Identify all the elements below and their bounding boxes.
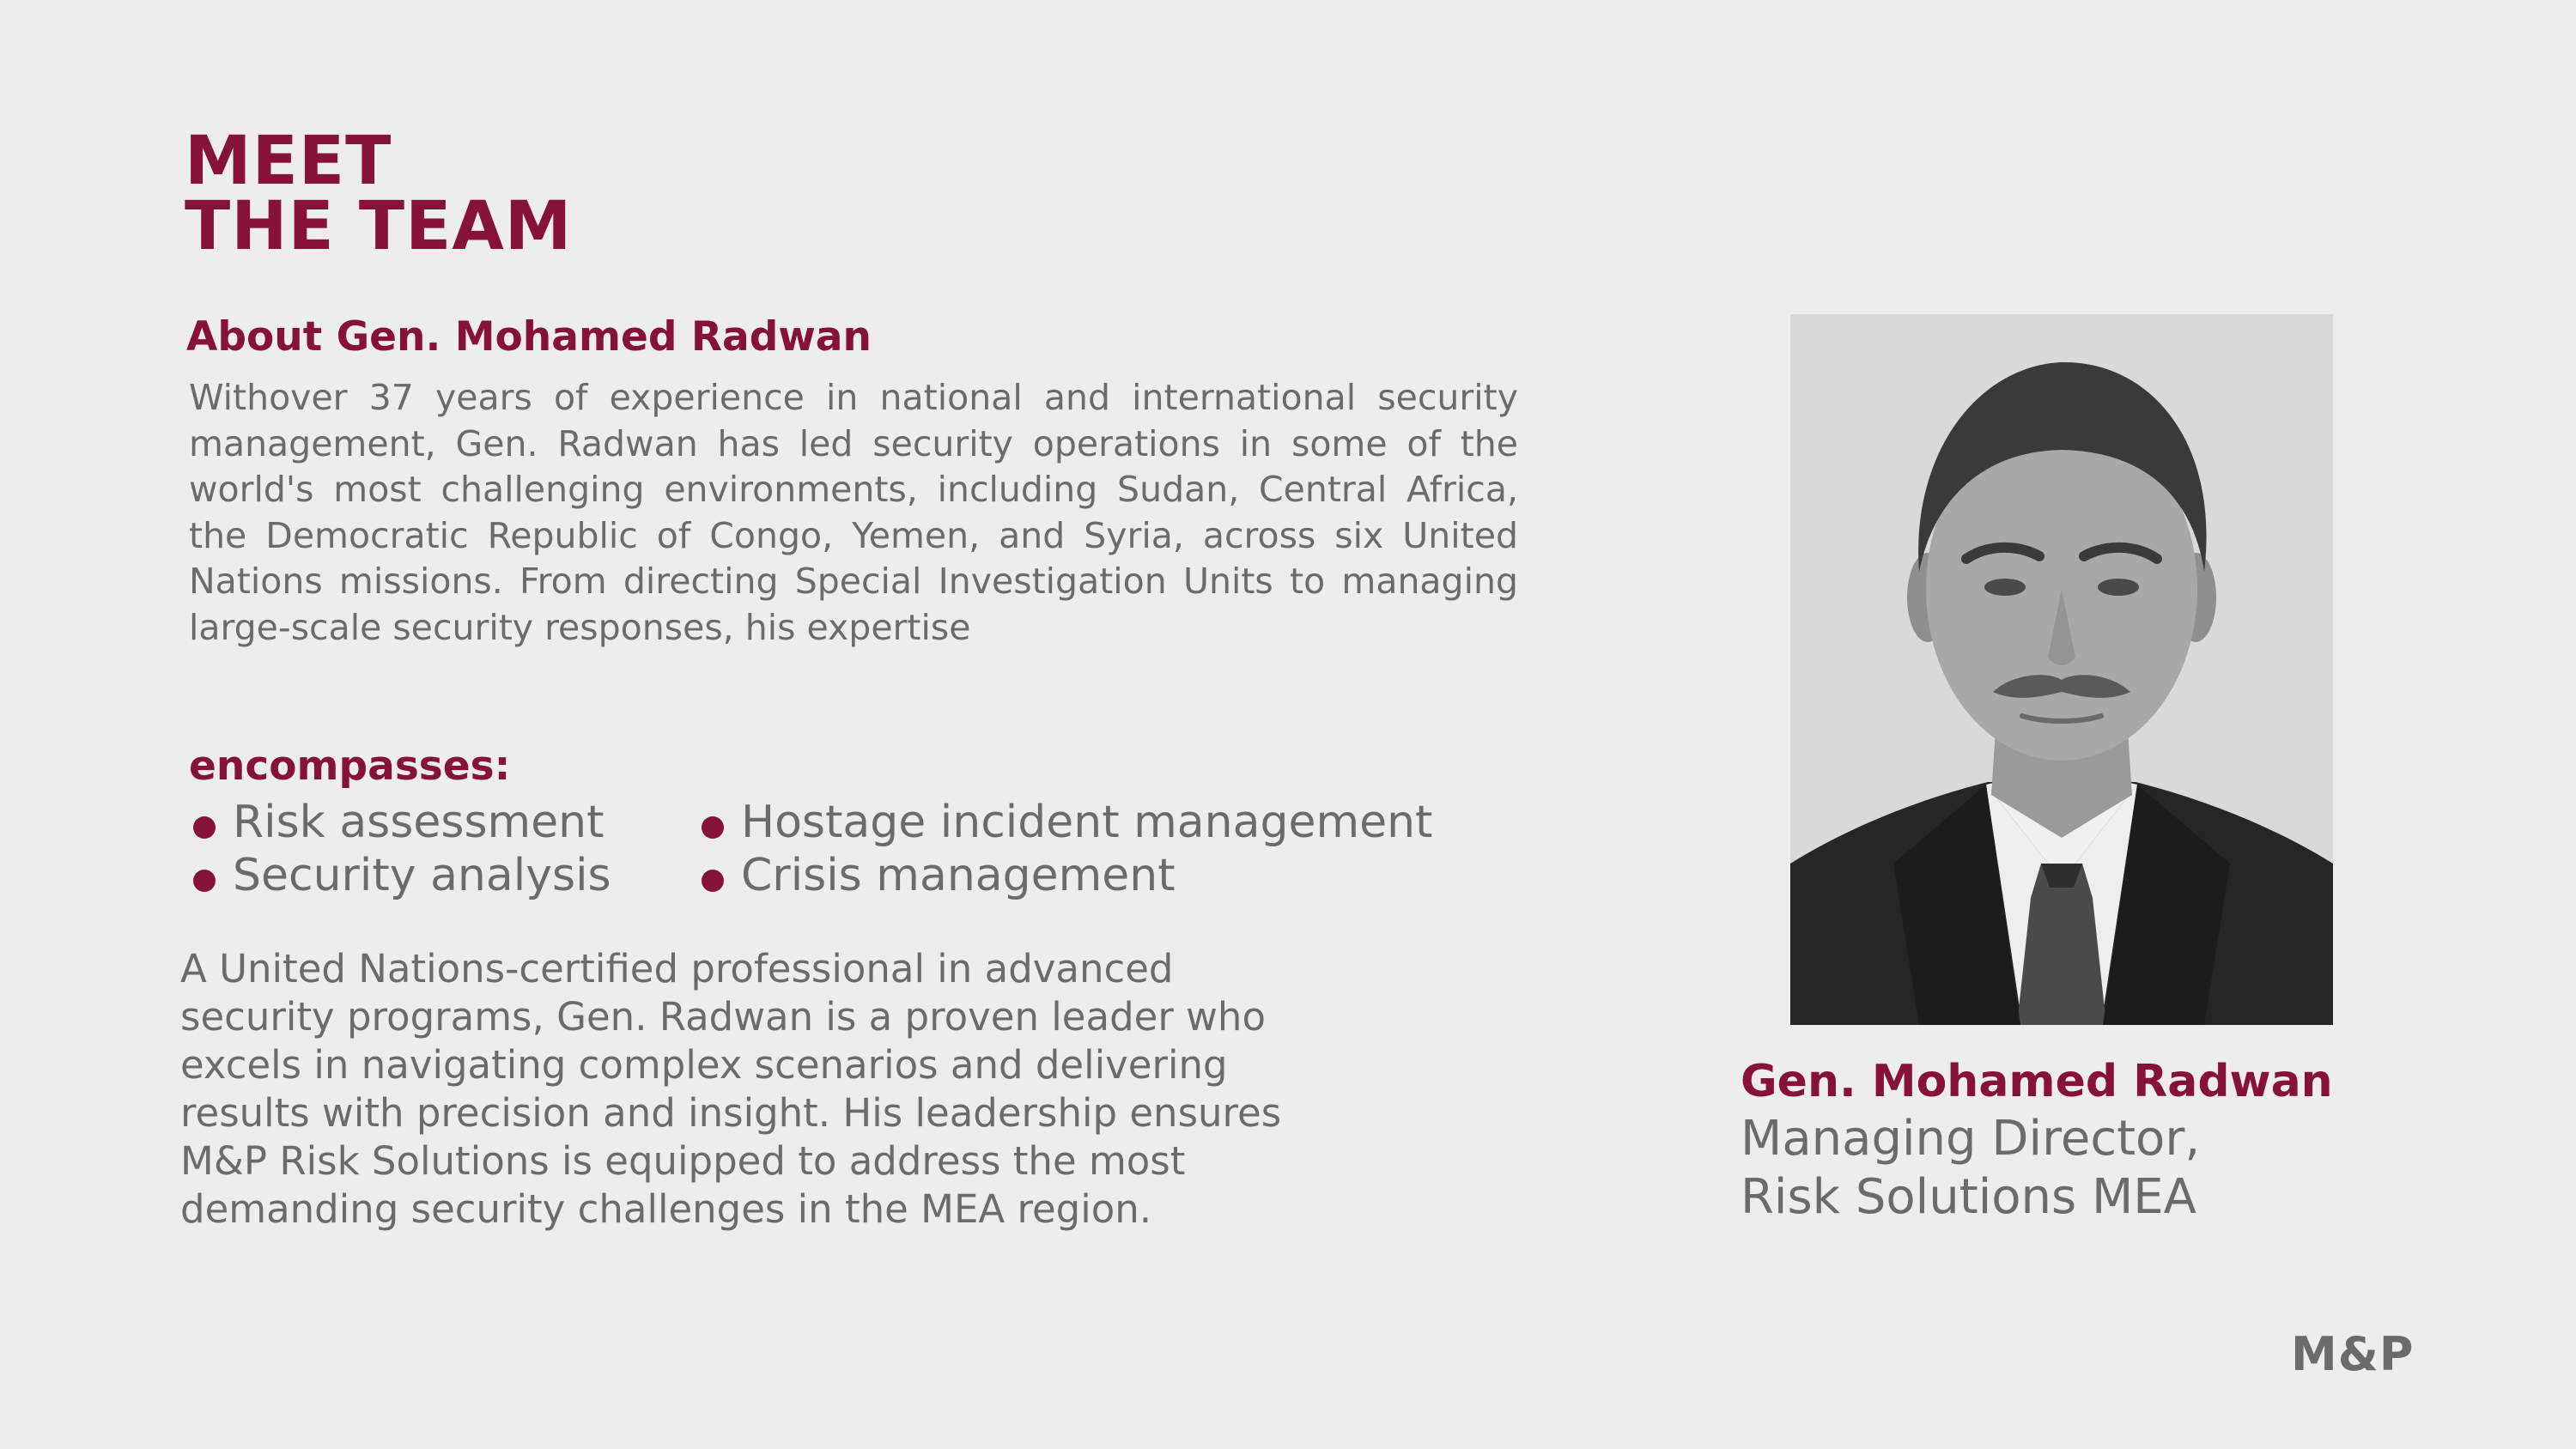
profile-name: Gen. Mohamed Radwan bbox=[1741, 1056, 2333, 1107]
bullet-dot-icon bbox=[702, 816, 724, 839]
profile-photo bbox=[1790, 314, 2333, 1025]
summary-line: excels in navigating complex scenarios and delivering bbox=[180, 1042, 1228, 1088]
bullet-dot-icon bbox=[702, 870, 724, 892]
about-heading: About Gen. Mohamed Radwan bbox=[186, 313, 872, 361]
expertise-list bbox=[193, 795, 1533, 906]
portrait-illustration bbox=[1790, 314, 2333, 1025]
expertise-item-label: Security analysis bbox=[233, 850, 611, 901]
expertise-item bbox=[702, 795, 1432, 850]
summary-line: results with precision and insight. His leadership ensures bbox=[180, 1090, 1282, 1136]
expertise-item-label: Risk assessment bbox=[233, 797, 605, 848]
page-title bbox=[185, 123, 573, 265]
summary-line: A United Nations-certified professional in advanced bbox=[180, 946, 1174, 991]
bullet-dot-icon bbox=[193, 870, 216, 892]
expertise-item bbox=[193, 795, 605, 850]
bio-paragraph: Withover 37 years of experience in national and international security management, Gen. Radwan has led security operations in some of the world's most challenging environments, including Sudan, Central Africa, the Democratic Republic of Congo, Yemen, and Syria, across six United Nations missions. From directing Special Investigation Units to managing large-scale security responses, his expertise bbox=[189, 377, 1518, 648]
summary-line: M&P Risk Solutions is equipped to address the most bbox=[180, 1138, 1186, 1184]
page-title-line-2: THE TEAM bbox=[185, 188, 573, 265]
expertise-item-label: Hostage incident management bbox=[741, 797, 1433, 848]
profile-role-line-1: Managing Director, bbox=[1741, 1111, 2201, 1167]
summary-line: security programs, Gen. Radwan is a proven leader who bbox=[180, 994, 1266, 1040]
page-title-line-1: MEET bbox=[185, 123, 392, 200]
expertise-item bbox=[193, 848, 611, 903]
expertise-heading: encompasses: bbox=[189, 743, 511, 790]
company-logo: M&P bbox=[2291, 1327, 2415, 1381]
summary-line: demanding security challenges in the MEA region. bbox=[180, 1186, 1152, 1232]
profile-role-line-2: Risk Solutions MEA bbox=[1741, 1169, 2196, 1225]
expertise-item-label: Crisis management bbox=[741, 850, 1176, 901]
profile-role bbox=[1741, 1110, 2200, 1227]
summary-paragraph bbox=[180, 945, 1520, 1234]
expertise-item bbox=[702, 848, 1176, 903]
bullet-dot-icon bbox=[193, 816, 216, 839]
